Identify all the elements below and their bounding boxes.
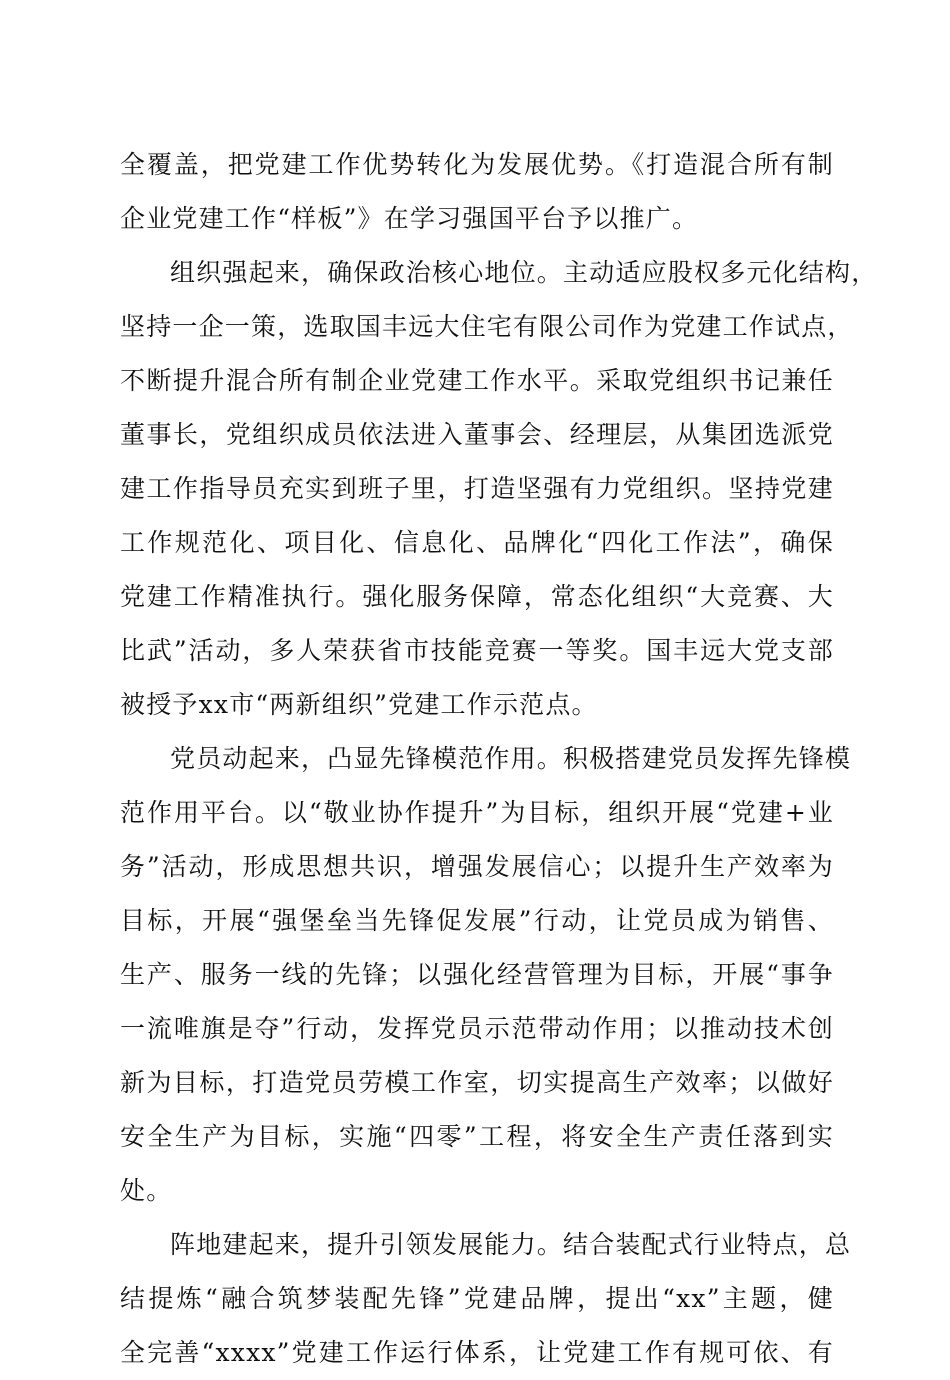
text-line: 比武”活动，多人荣获省市技能竞赛一等奖。国丰远大党支部 [120, 636, 834, 665]
text-line: 坚持一企一策，选取国丰远大住宅有限公司作为党建工作试点， [120, 312, 854, 341]
text-line: 建工作指导员充实到班子里，打造坚强有力党组织。坚持党建 [120, 474, 834, 503]
text-line: 工作规范化、项目化、信息化、品牌化“四化工作法”，确保 [120, 528, 834, 557]
text-line: 处。 [120, 1176, 173, 1205]
text-line: 被授予xx市“两新组织”党建工作示范点。 [120, 690, 598, 719]
text-line: 生产、服务一线的先锋；以强化经营管理为目标，开展“事争 [120, 960, 834, 989]
text-line: 安全生产为目标，实施“四零”工程，将安全生产责任落到实 [120, 1122, 834, 1151]
text-line: 一流唯旗是夺”行动，发挥党员示范带动作用；以推动技术创 [120, 1014, 834, 1043]
text-line: 全覆盖，把党建工作优势转化为发展优势。《打造混合所有制 [120, 150, 834, 179]
text-line: 范作用平台。以“敬业协作提升”为目标，组织开展“党建+业 [120, 798, 834, 827]
text-line: 企业党建工作“样板”》在学习强国平台予以推广。 [120, 204, 699, 233]
text-line: 不断提升混合所有制企业党建工作水平。采取党组织书记兼任 [120, 366, 834, 395]
text-line: 结提炼“融合筑梦装配先锋”党建品牌，提出“xx”主题，健 [120, 1284, 834, 1313]
paragraph-start-line: 阵地建起来，提升引领发展能力。结合装配式行业特点，总 [170, 1230, 852, 1259]
text-line: 目标，开展“强堡垒当先锋促发展”行动，让党员成为销售、 [120, 906, 834, 935]
text-line: 务”活动，形成思想共识，增强发展信心；以提升生产效率为 [120, 852, 834, 881]
paragraph-start-line: 党员动起来，凸显先锋模范作用。积极搭建党员发挥先锋模 [170, 744, 852, 773]
text-line: 董事长，党组织成员依法进入董事会、经理层，从集团选派党 [120, 420, 834, 449]
paragraph-start-line: 组织强起来，确保政治核心地位。主动适应股权多元化结构， [170, 258, 878, 287]
document-body [120, 138, 878, 1380]
text-line: 新为目标，打造党员劳模工作室，切实提高生产效率；以做好 [120, 1068, 834, 1097]
text-line: 全完善“xxxx”党建工作运行体系，让党建工作有规可依、有 [120, 1338, 834, 1367]
text-line: 党建工作精准执行。强化服务保障，常态化组织“大竞赛、大 [120, 582, 834, 611]
